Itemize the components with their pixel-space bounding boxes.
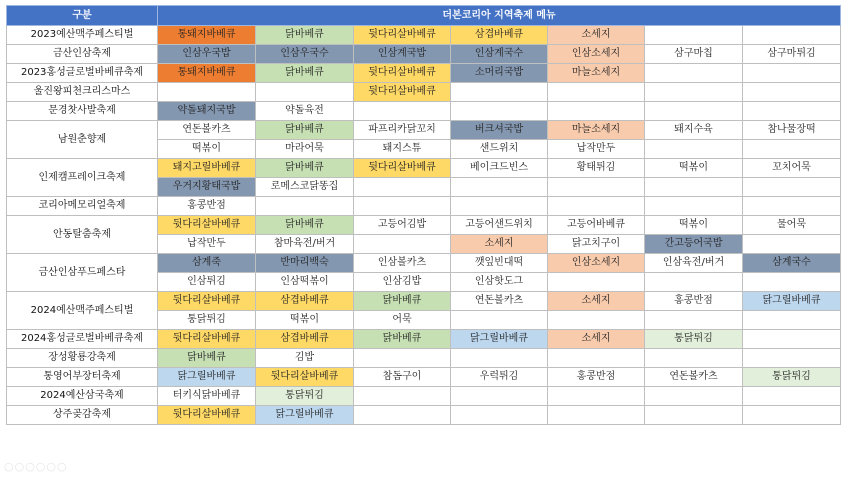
menu-cell[interactable]	[645, 387, 743, 406]
menu-cell[interactable]	[548, 197, 645, 216]
menu-cell[interactable]: 납작만두	[548, 140, 645, 159]
menu-cell[interactable]: 통닭튀김	[256, 387, 354, 406]
menu-cell[interactable]	[354, 197, 451, 216]
festival-name-cell[interactable]: 2023홍성글로벌바베큐축제	[7, 64, 158, 83]
menu-cell[interactable]: 물어묵	[743, 216, 841, 235]
menu-cell[interactable]: 마늘소세지	[548, 121, 645, 140]
table-row	[7, 45, 841, 64]
menu-cell[interactable]: 우럭튀김	[451, 368, 548, 387]
menu-cell[interactable]	[743, 102, 841, 121]
table-row	[7, 406, 841, 425]
menu-cell[interactable]	[645, 83, 743, 102]
menu-cell[interactable]	[256, 83, 354, 102]
menu-cell[interactable]: 돼지수육	[645, 121, 743, 140]
menu-cell[interactable]: 인삼우국밥	[158, 45, 256, 64]
menu-cell[interactable]: 소세지	[548, 26, 645, 45]
menu-cell[interactable]: 마늘소세지	[548, 64, 645, 83]
menu-cell[interactable]	[743, 140, 841, 159]
menu-cell[interactable]: 인삼소세지	[548, 45, 645, 64]
menu-cell[interactable]: 약돌돼지국밥	[158, 102, 256, 121]
menu-cell[interactable]: 황태튀김	[548, 159, 645, 178]
table-row	[7, 102, 841, 121]
menu-cell[interactable]: 연돈볼카츠	[451, 292, 548, 311]
menu-cell[interactable]: 인삼소세지	[548, 254, 645, 273]
table-row	[7, 330, 841, 349]
menu-cell[interactable]	[354, 406, 451, 425]
menu-cell[interactable]	[743, 273, 841, 292]
menu-cell[interactable]	[743, 235, 841, 254]
menu-cell[interactable]: 닭그릴바베큐	[158, 368, 256, 387]
menu-cell[interactable]	[743, 83, 841, 102]
menu-cell[interactable]: 파프리카닭꼬치	[354, 121, 451, 140]
menu-cell[interactable]	[645, 349, 743, 368]
menu-cell[interactable]: 닭바베큐	[256, 216, 354, 235]
menu-cell[interactable]: 인삼우국수	[256, 45, 354, 64]
menu-cell[interactable]	[451, 197, 548, 216]
menu-cell[interactable]: 연돈볼카츠	[645, 368, 743, 387]
menu-cell[interactable]: 통닭튀김	[645, 330, 743, 349]
menu-cell[interactable]: 꼬치어묵	[743, 159, 841, 178]
table-row	[7, 197, 841, 216]
menu-cell[interactable]: 떡볶이	[645, 216, 743, 235]
festival-name-cell[interactable]: 2024예산맥주페스티벌	[7, 292, 158, 330]
table-row	[7, 64, 841, 83]
menu-cell[interactable]: 버크셔국밥	[451, 121, 548, 140]
festival-name-cell[interactable]: 2023예산맥주페스티벌	[7, 26, 158, 45]
menu-cell[interactable]	[354, 178, 451, 197]
menu-cell[interactable]: 인삼볼카츠	[354, 254, 451, 273]
menu-cell[interactable]: 떡볶이	[645, 159, 743, 178]
menu-cell[interactable]: 참마육전/버거	[256, 235, 354, 254]
menu-cell[interactable]: 뒷다리살바베큐	[354, 26, 451, 45]
menu-cell[interactable]: 인삼핫도그	[451, 273, 548, 292]
menu-cell[interactable]	[354, 235, 451, 254]
menu-cell[interactable]: 소세지	[548, 292, 645, 311]
menu-cell[interactable]: 뒷다리살바베큐	[158, 406, 256, 425]
menu-cell[interactable]: 약돌육전	[256, 102, 354, 121]
menu-cell[interactable]: 뒷다리살바베큐	[354, 159, 451, 178]
menu-cell[interactable]: 홍콩반점	[158, 197, 256, 216]
table-body	[7, 26, 841, 425]
menu-cell[interactable]	[645, 406, 743, 425]
festival-name-cell[interactable]: 울진왕피천크리스마스	[7, 83, 158, 102]
menu-cell[interactable]	[548, 387, 645, 406]
menu-cell[interactable]: 참나물장떡	[743, 121, 841, 140]
menu-cell[interactable]: 납작만두	[158, 235, 256, 254]
table-row	[7, 254, 841, 273]
menu-cell[interactable]: 깻잎빈대떡	[451, 254, 548, 273]
menu-cell[interactable]: 닭바베큐	[354, 330, 451, 349]
menu-cell[interactable]	[645, 26, 743, 45]
menu-cell[interactable]	[645, 64, 743, 83]
menu-cell[interactable]: 뒷다리살바베큐	[354, 83, 451, 102]
menu-cell[interactable]: 고등어샌드위치	[451, 216, 548, 235]
menu-cell[interactable]	[645, 197, 743, 216]
menu-cell[interactable]: 소세지	[451, 235, 548, 254]
festival-name-cell[interactable]: 장성황룡강축제	[7, 349, 158, 368]
watermark-dots: ○○○○○○	[4, 460, 68, 473]
menu-cell[interactable]	[548, 311, 645, 330]
festival-name-cell[interactable]: 상주곶감축제	[7, 406, 158, 425]
menu-cell[interactable]: 인삼김밥	[354, 273, 451, 292]
table-row	[7, 349, 841, 368]
menu-cell[interactable]: 닭바베큐	[256, 159, 354, 178]
menu-cell[interactable]: 인삼육전/버거	[645, 254, 743, 273]
menu-cell[interactable]	[548, 349, 645, 368]
festival-name-cell[interactable]: 통영어부장터축제	[7, 368, 158, 387]
menu-cell[interactable]: 뒷다리살바베큐	[354, 64, 451, 83]
header-row	[7, 6, 841, 26]
menu-cell[interactable]: 반마리백숙	[256, 254, 354, 273]
menu-cell[interactable]	[451, 349, 548, 368]
festival-name-cell[interactable]: 코리아메모리얼축제	[7, 197, 158, 216]
festival-name-cell[interactable]: 안동탈춤축제	[7, 216, 158, 254]
menu-cell[interactable]: 떡볶이	[256, 311, 354, 330]
menu-cell[interactable]: 닭바베큐	[256, 26, 354, 45]
menu-cell[interactable]: 닭바베큐	[158, 349, 256, 368]
table-row	[7, 292, 841, 311]
menu-cell[interactable]: 인삼튀김	[158, 273, 256, 292]
menu-cell[interactable]: 홍콩반점	[548, 368, 645, 387]
menu-cell[interactable]	[743, 197, 841, 216]
menu-cell[interactable]	[548, 102, 645, 121]
menu-cell[interactable]	[645, 311, 743, 330]
table-row	[7, 387, 841, 406]
menu-cell[interactable]	[451, 387, 548, 406]
menu-cell[interactable]: 샌드위치	[451, 140, 548, 159]
menu-cell[interactable]: 삼계죽	[158, 254, 256, 273]
menu-cell[interactable]: 통닭튀김	[743, 368, 841, 387]
menu-cell[interactable]: 뒷다리살바베큐	[256, 368, 354, 387]
menu-cell[interactable]: 참돔구이	[354, 368, 451, 387]
menu-cell[interactable]	[645, 273, 743, 292]
menu-cell[interactable]: 뒷다리살바베큐	[158, 292, 256, 311]
menu-cell[interactable]: 인삼계국수	[451, 45, 548, 64]
menu-cell[interactable]: 김밥	[256, 349, 354, 368]
festival-name-cell[interactable]: 2024예산삼국축제	[7, 387, 158, 406]
menu-cell[interactable]: 소머리국밥	[451, 64, 548, 83]
menu-cell[interactable]: 닭고치구이	[548, 235, 645, 254]
menu-cell[interactable]: 돼지스튜	[354, 140, 451, 159]
menu-cell[interactable]: 닭바베큐	[256, 121, 354, 140]
menu-cell[interactable]	[256, 197, 354, 216]
menu-cell[interactable]: 연돈볼카츠	[158, 121, 256, 140]
menu-cell[interactable]	[451, 178, 548, 197]
menu-cell[interactable]: 마라어묵	[256, 140, 354, 159]
menu-cell[interactable]	[158, 83, 256, 102]
menu-cell[interactable]: 어묵	[354, 311, 451, 330]
table-row	[7, 159, 841, 178]
menu-cell[interactable]	[743, 406, 841, 425]
menu-cell[interactable]	[743, 349, 841, 368]
menu-cell[interactable]: 홍콩반점	[645, 292, 743, 311]
festival-name-cell[interactable]: 2024홍성글로벌바베큐축제	[7, 330, 158, 349]
menu-cell[interactable]: 소세지	[548, 330, 645, 349]
menu-cell[interactable]	[354, 102, 451, 121]
table-row	[7, 216, 841, 235]
menu-cell[interactable]: 돼지고릴바베큐	[158, 159, 256, 178]
menu-cell[interactable]: 베이크드빈스	[451, 159, 548, 178]
menu-cell[interactable]: 삼구마칩	[645, 45, 743, 64]
menu-cell[interactable]: 떡볶이	[158, 140, 256, 159]
menu-cell[interactable]	[354, 349, 451, 368]
menu-cell[interactable]: 삼구마튀김	[743, 45, 841, 64]
menu-cell[interactable]: 삼겹바베큐	[451, 26, 548, 45]
menu-cell[interactable]	[451, 311, 548, 330]
menu-cell[interactable]	[451, 83, 548, 102]
menu-cell[interactable]	[645, 178, 743, 197]
menu-cell[interactable]	[743, 387, 841, 406]
menu-cell[interactable]	[548, 406, 645, 425]
menu-cell[interactable]: 삼겹바베큐	[256, 330, 354, 349]
menu-cell[interactable]: 고등어바베큐	[548, 216, 645, 235]
festival-name-cell[interactable]: 금산인삼축제	[7, 45, 158, 64]
menu-cell[interactable]: 로메스코닭똥집	[256, 178, 354, 197]
menu-cell[interactable]	[645, 102, 743, 121]
menu-cell[interactable]: 인삼계국밥	[354, 45, 451, 64]
menu-cell[interactable]: 뒷다리살바베큐	[158, 330, 256, 349]
menu-cell[interactable]	[743, 26, 841, 45]
menu-cell[interactable]: 닭그릴바베큐	[743, 292, 841, 311]
menu-cell[interactable]: 통돼지바베큐	[158, 26, 256, 45]
table-row	[7, 368, 841, 387]
menu-cell[interactable]: 삼겹바베큐	[256, 292, 354, 311]
menu-cell[interactable]: 통돼지바베큐	[158, 64, 256, 83]
menu-cell[interactable]: 닭그릴바베큐	[451, 330, 548, 349]
menu-cell[interactable]	[645, 140, 743, 159]
menu-cell[interactable]	[548, 273, 645, 292]
table-row	[7, 121, 841, 140]
menu-cell[interactable]	[548, 83, 645, 102]
header-menu-title: 더본코리아 지역축제 메뉴	[158, 6, 841, 26]
menu-cell[interactable]: 삼계국수	[743, 254, 841, 273]
menu-cell[interactable]	[451, 102, 548, 121]
menu-cell[interactable]: 터키식닭바베큐	[158, 387, 256, 406]
menu-cell[interactable]: 고등어김밥	[354, 216, 451, 235]
header-category: 구분	[7, 6, 158, 26]
festival-name-cell[interactable]: 인제캠프레이크축제	[7, 159, 158, 197]
menu-cell[interactable]	[743, 311, 841, 330]
menu-cell[interactable]: 간고등어국밥	[645, 235, 743, 254]
menu-cell[interactable]: 우거지황태국밥	[158, 178, 256, 197]
table-row	[7, 83, 841, 102]
menu-cell[interactable]	[743, 330, 841, 349]
menu-cell[interactable]: 뒷다리살바베큐	[158, 216, 256, 235]
menu-cell[interactable]: 닭바베큐	[354, 292, 451, 311]
menu-cell[interactable]	[548, 178, 645, 197]
menu-cell[interactable]	[354, 387, 451, 406]
festival-name-cell[interactable]: 남원춘향제	[7, 121, 158, 159]
menu-cell[interactable]: 통닭튀김	[158, 311, 256, 330]
festival-name-cell[interactable]: 문경찻사발축제	[7, 102, 158, 121]
festival-menu-table	[6, 5, 841, 425]
menu-cell[interactable]	[743, 64, 841, 83]
menu-cell[interactable]: 닭바베큐	[256, 64, 354, 83]
festival-name-cell[interactable]: 금산인삼푸드페스타	[7, 254, 158, 292]
menu-cell[interactable]	[743, 178, 841, 197]
menu-cell[interactable]	[451, 406, 548, 425]
table-row	[7, 26, 841, 45]
menu-cell[interactable]: 닭그릴바베큐	[256, 406, 354, 425]
menu-cell[interactable]: 인삼떡볶이	[256, 273, 354, 292]
